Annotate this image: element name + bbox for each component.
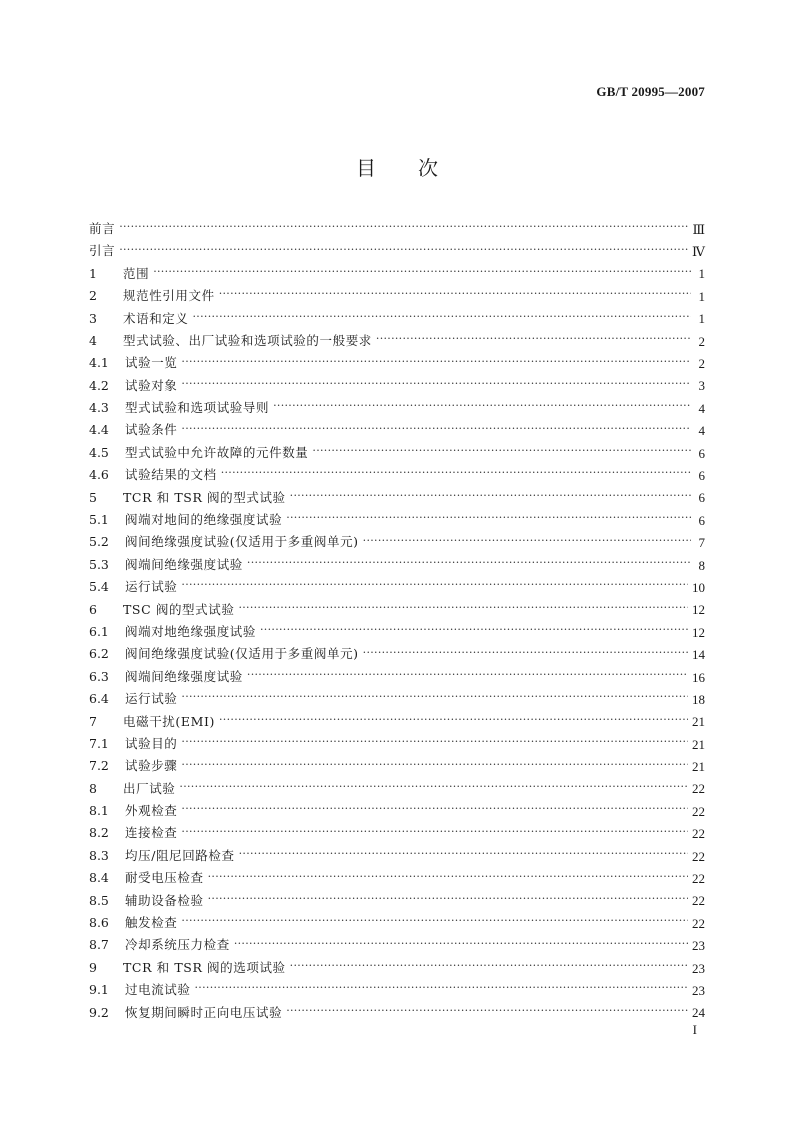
toc-entry[interactable]	[89, 711, 705, 733]
title-char-2: 次	[418, 156, 438, 180]
toc-entry-number: 4.5	[89, 444, 109, 460]
toc-entry-page: 1	[698, 288, 705, 304]
toc-entry[interactable]	[89, 464, 705, 486]
toc-entry-label: 前言	[89, 220, 116, 236]
toc-entry-number: 5.1	[89, 512, 109, 528]
toc-entry[interactable]	[89, 957, 705, 979]
toc-leader-dots	[181, 380, 691, 392]
toc-entry-number: 9.1	[89, 982, 109, 998]
toc-entry-page: 2	[698, 356, 705, 372]
toc-leader-dots	[363, 649, 688, 661]
toc-entry[interactable]	[89, 1002, 705, 1024]
toc-entry-number: 8.6	[89, 915, 109, 931]
toc-leader-dots	[181, 761, 688, 773]
toc-entry-label: 规范性引用文件	[123, 288, 215, 304]
toc-entry-number: 4.3	[89, 400, 109, 416]
toc-entry-label: 型式试验中允许故障的元件数量	[125, 444, 309, 460]
toc-entry-page: 2	[698, 333, 705, 349]
toc-entry-number: 9	[89, 959, 97, 975]
toc-entry-number: 8.5	[89, 892, 109, 908]
toc-entry[interactable]	[89, 935, 705, 957]
title-char-1: 目	[356, 156, 376, 180]
toc-entry-label: 运行试验	[125, 579, 178, 595]
toc-entry-number: 5	[89, 489, 97, 505]
toc-entry-label: 连接检查	[125, 825, 178, 841]
toc-entry[interactable]	[89, 285, 705, 307]
toc-entry[interactable]	[89, 218, 705, 240]
toc-leader-dots	[238, 604, 688, 616]
toc-entry-page: 12	[692, 602, 705, 618]
toc-entry-number: 8.2	[89, 825, 109, 841]
toc-entry[interactable]	[89, 509, 705, 531]
toc-leader-dots	[286, 514, 691, 526]
toc-entry-label: 阀间绝缘强度试验(仅适用于多重阀单元)	[125, 534, 359, 550]
page-title	[0, 152, 794, 181]
toc-leader-dots	[208, 873, 688, 885]
toc-entry-number: 4.4	[89, 422, 109, 438]
toc-leader-dots	[219, 716, 688, 728]
toc-leader-dots	[290, 492, 691, 504]
toc-entry[interactable]	[89, 845, 705, 867]
toc-entry-number: 6	[89, 601, 97, 617]
toc-entry[interactable]	[89, 621, 705, 643]
toc-entry[interactable]	[89, 823, 705, 845]
toc-entry-page: 3	[698, 378, 705, 394]
toc-leader-dots	[363, 537, 691, 549]
toc-entry[interactable]	[89, 375, 705, 397]
toc-entry-number: 4.2	[89, 377, 109, 393]
toc-leader-dots	[312, 447, 691, 459]
toc-entry-label: 阀端对地绝缘强度试验	[125, 623, 257, 639]
toc-entry-page: 12	[692, 624, 705, 640]
toc-entry-number: 9.2	[89, 1004, 109, 1020]
toc-entry-page: 22	[692, 871, 705, 887]
toc-entry-page: Ⅲ	[692, 221, 705, 237]
toc-entry-number: 5.3	[89, 556, 109, 572]
toc-leader-dots	[247, 559, 691, 571]
toc-leader-dots	[247, 671, 688, 683]
toc-entry[interactable]	[89, 442, 705, 464]
toc-entry-number: 7.1	[89, 735, 109, 751]
toc-entry-number: 1	[89, 265, 97, 281]
toc-entry-label: 试验一览	[125, 355, 178, 371]
toc-entry-page: 22	[692, 915, 705, 931]
toc-leader-dots	[208, 895, 688, 907]
toc-entry-label: 阀端间绝缘强度试验	[125, 668, 243, 684]
toc-entry[interactable]	[89, 397, 705, 419]
toc-entry[interactable]	[89, 867, 705, 889]
toc-entry-page: 23	[692, 938, 705, 954]
toc-entry[interactable]	[89, 643, 705, 665]
toc-leader-dots	[193, 313, 691, 325]
toc-entry[interactable]	[89, 352, 705, 374]
toc-entry-page: 22	[692, 781, 705, 797]
toc-entry-label: 引言	[89, 243, 116, 259]
toc-entry-label: 辅助设备检验	[125, 892, 204, 908]
toc-entry-number: 6.2	[89, 646, 109, 662]
toc-leader-dots	[181, 828, 688, 840]
toc-entry-page: 21	[692, 714, 705, 730]
toc-entry-number: 8	[89, 780, 97, 796]
toc-entry-page: 4	[698, 423, 705, 439]
toc-entry[interactable]	[89, 554, 705, 576]
toc-leader-dots	[181, 693, 688, 705]
toc-entry-label: 冷却系统压力检查	[125, 937, 230, 953]
toc-entry[interactable]	[89, 912, 705, 934]
toc-entry-page: 23	[692, 960, 705, 976]
toc-leader-dots	[234, 940, 688, 952]
toc-entry-label: 型式试验、出厂试验和选项试验的一般要求	[123, 332, 372, 348]
toc-entry-label: 触发检查	[125, 915, 178, 931]
toc-leader-dots	[221, 469, 691, 481]
toc-entry-page: 1	[698, 266, 705, 282]
toc-leader-dots	[119, 246, 688, 258]
toc-entry-label: 电磁干扰(EMI)	[123, 713, 216, 729]
toc-entry-number: 2	[89, 288, 97, 304]
toc-entry-number: 6.3	[89, 668, 109, 684]
standard-code: GB/T 20995—2007	[596, 84, 705, 99]
toc-entry[interactable]	[89, 688, 705, 710]
toc-entry-number: 8.1	[89, 803, 109, 819]
toc-entry-number: 8.4	[89, 870, 109, 886]
toc-entry[interactable]	[89, 487, 705, 509]
toc-entry-page: Ⅳ	[692, 244, 705, 260]
toc-entry-page: 8	[698, 557, 705, 573]
toc-leader-dots	[376, 335, 691, 347]
toc-entry-page: 16	[692, 669, 705, 685]
toc-leader-dots	[179, 783, 688, 795]
toc-entry-page: 21	[692, 736, 705, 752]
toc-entry-number: 6.1	[89, 623, 109, 639]
toc-entry-label: 试验结果的文档	[125, 467, 217, 483]
toc-entry-page: 6	[698, 490, 705, 506]
toc-entry-number: 6.4	[89, 691, 109, 707]
toc-leader-dots	[195, 984, 688, 996]
toc-entry[interactable]	[89, 666, 705, 688]
toc-entry-page: 14	[692, 647, 705, 663]
toc-entry-number: 4.6	[89, 467, 109, 483]
toc-leader-dots	[273, 402, 691, 414]
toc-entry-label: 恢复期间瞬时正向电压试验	[125, 1004, 283, 1020]
toc-entry-page: 22	[692, 826, 705, 842]
toc-entry-page: 10	[692, 579, 705, 595]
toc-leader-dots	[181, 425, 691, 437]
toc-entry-label: 出厂试验	[123, 780, 176, 796]
toc-entry-page: 6	[698, 467, 705, 483]
toc-entry-page: 24	[692, 1005, 705, 1021]
page-number: I	[692, 1022, 697, 1037]
toc-entry-label: 运行试验	[125, 691, 178, 707]
toc-entry[interactable]	[89, 755, 705, 777]
toc-entry-number: 4.1	[89, 355, 109, 371]
toc-leader-dots	[153, 268, 691, 280]
toc-entry-label: 术语和定义	[123, 310, 189, 326]
toc-leader-dots	[181, 358, 691, 370]
toc-entry-label: TSC 阀的型式试验	[123, 601, 235, 617]
toc-entry-number: 4	[89, 332, 97, 348]
toc-entry-label: 试验目的	[125, 735, 178, 751]
toc-entry[interactable]	[89, 733, 705, 755]
toc-entry-label: 耐受电压检查	[125, 870, 204, 886]
table-of-contents	[89, 218, 705, 1024]
toc-leader-dots	[181, 805, 688, 817]
toc-leader-dots	[181, 917, 688, 929]
toc-entry-label: 阀端间绝缘强度试验	[125, 556, 243, 572]
toc-entry-number: 5.2	[89, 534, 109, 550]
toc-entry[interactable]	[89, 599, 705, 621]
toc-entry[interactable]	[89, 890, 705, 912]
toc-entry-number: 7.2	[89, 758, 109, 774]
toc-entry-label: 型式试验和选项试验导则	[125, 400, 270, 416]
toc-entry[interactable]	[89, 308, 705, 330]
toc-entry-label: 过电流试验	[125, 982, 191, 998]
toc-entry-label: 阀间绝缘强度试验(仅适用于多重阀单元)	[125, 646, 359, 662]
toc-leader-dots	[119, 223, 688, 235]
toc-leader-dots	[239, 850, 688, 862]
toc-entry[interactable]	[89, 576, 705, 598]
toc-leader-dots	[181, 581, 688, 593]
toc-leader-dots	[219, 290, 691, 302]
toc-entry-label: 外观检查	[125, 803, 178, 819]
toc-entry-label: TCR 和 TSR 阀的选项试验	[123, 959, 286, 975]
toc-entry-page: 22	[692, 803, 705, 819]
toc-entry-page: 22	[692, 848, 705, 864]
toc-entry-page: 4	[698, 400, 705, 416]
toc-entry-page: 21	[692, 759, 705, 775]
toc-entry-number: 8.7	[89, 937, 109, 953]
toc-entry-label: 试验条件	[125, 422, 178, 438]
toc-entry[interactable]	[89, 240, 705, 262]
toc-leader-dots	[260, 626, 688, 638]
toc-entry-label: TCR 和 TSR 阀的型式试验	[123, 489, 286, 505]
toc-entry-number: 8.3	[89, 847, 109, 863]
toc-entry-label: 阀端对地间的绝缘强度试验	[125, 512, 283, 528]
toc-entry[interactable]	[89, 330, 705, 352]
toc-entry[interactable]	[89, 979, 705, 1001]
toc-leader-dots	[286, 1007, 688, 1019]
toc-entry-label: 试验对象	[125, 377, 178, 393]
toc-entry-page: 23	[692, 982, 705, 998]
toc-entry[interactable]	[89, 420, 705, 442]
toc-entry-number: 3	[89, 310, 97, 326]
toc-entry[interactable]	[89, 778, 705, 800]
toc-entry-page: 22	[692, 893, 705, 909]
toc-entry-label: 试验步骤	[125, 758, 178, 774]
toc-entry-page: 6	[698, 445, 705, 461]
toc-entry[interactable]	[89, 263, 705, 285]
toc-entry-page: 1	[698, 311, 705, 327]
toc-entry-page: 7	[698, 535, 705, 551]
toc-entry-label: 均压/阻尼回路检查	[125, 847, 235, 863]
toc-leader-dots	[290, 962, 688, 974]
toc-entry[interactable]	[89, 800, 705, 822]
toc-entry-page: 18	[692, 691, 705, 707]
toc-entry-number: 5.4	[89, 579, 109, 595]
toc-leader-dots	[181, 738, 688, 750]
toc-entry-number: 7	[89, 713, 97, 729]
toc-entry[interactable]	[89, 531, 705, 553]
toc-entry-page: 6	[698, 512, 705, 528]
toc-entry-label: 范围	[123, 265, 150, 281]
